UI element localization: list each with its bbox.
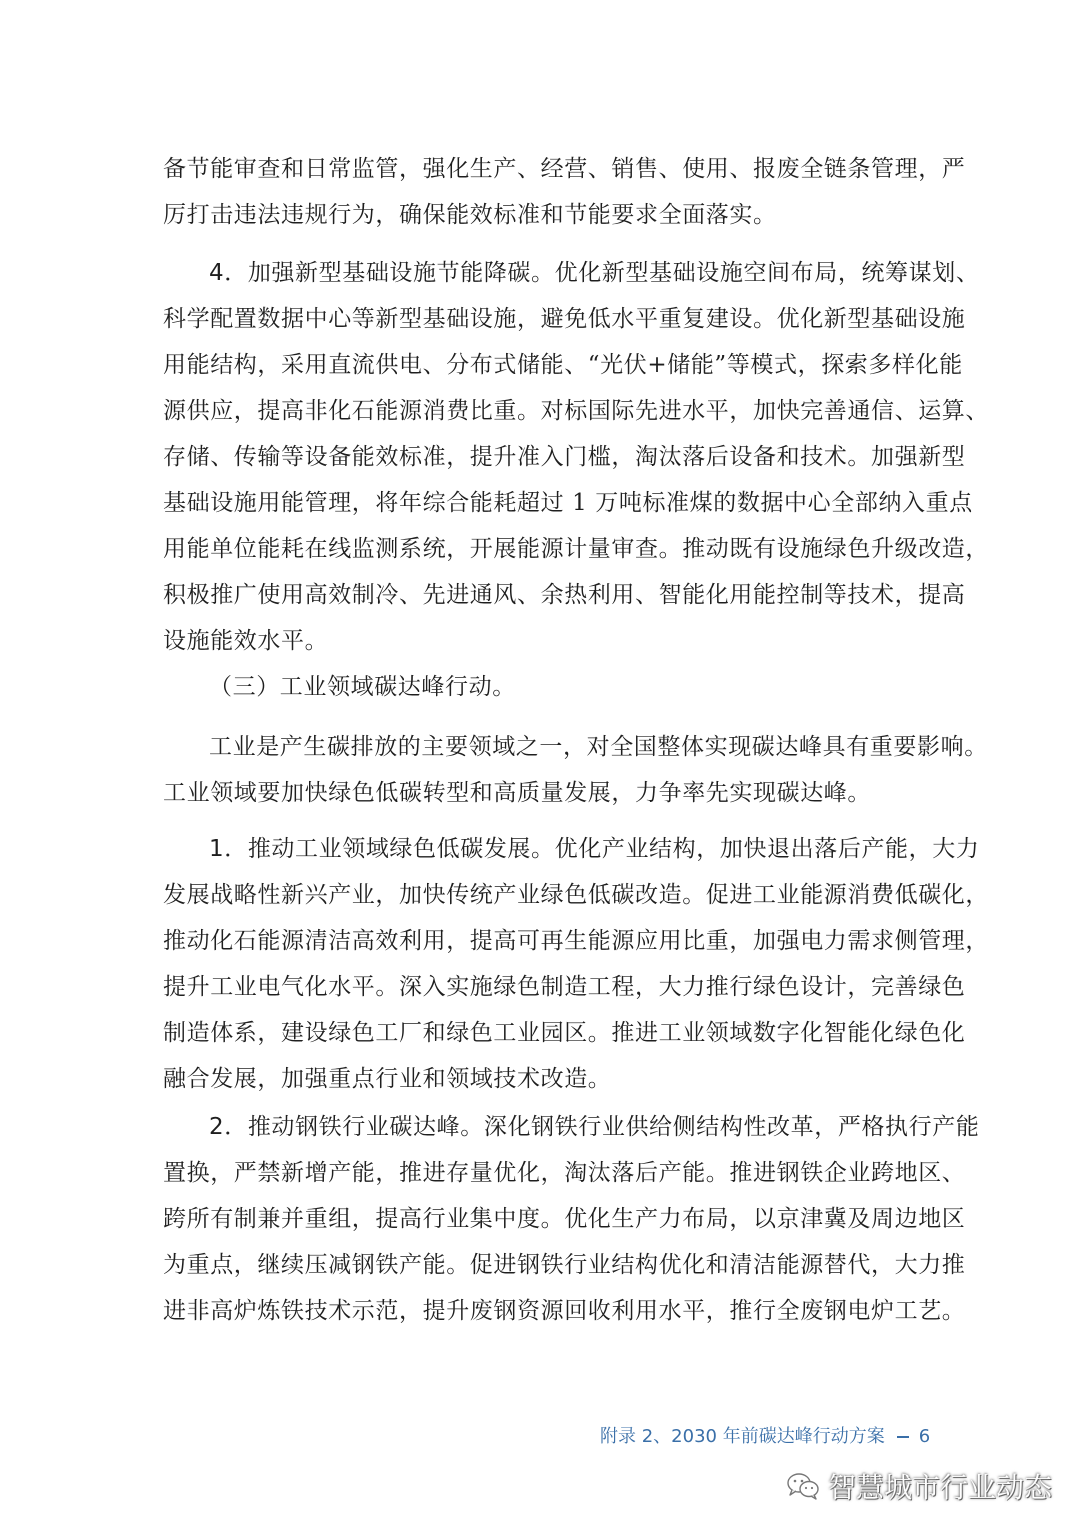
- text-line: 工业是产生碳排放的主要领域之一，对全国整体实现碳达峰具有重要影响。: [209, 734, 988, 760]
- paragraph-5: [163, 826, 989, 1102]
- text-line: 为重点，继续压减钢铁产能。促进钢铁行业结构优化和清洁能源替代，大力推: [163, 1252, 966, 1278]
- text-line: 提升工业电气化水平。深入实施绿色制造工程，大力推行绿色设计，完善绿色: [163, 974, 966, 1000]
- section-heading: 1．推动工业领域绿色低碳发展。: [209, 836, 555, 862]
- paragraph-2: [163, 250, 989, 664]
- paragraph-6: [163, 1104, 980, 1334]
- text-line: [163, 664, 923, 710]
- text-line: 积极推广使用高效制冷、先进通风、余热利用、智能化用能控制等技术，提高: [163, 582, 966, 608]
- footer-title: 附录 2、2030 年前碳达峰行动方案: [600, 1426, 885, 1447]
- text-line: 基础设施用能管理，将年综合能耗超过 1 万吨标准煤的数据中心全部纳入重点: [163, 490, 973, 516]
- text-run: 优化新型基础设施空间布局，统筹谋划、: [554, 260, 980, 286]
- text-line: 备节能审查和日常监管，强化生产、经营、销售、使用、报废全链条管理，严: [163, 156, 966, 182]
- text-run: 优化产业结构，加快退出落后产能，大力: [554, 836, 980, 862]
- wechat-icon: [786, 1471, 820, 1501]
- text-line: 科学配置数据中心等新型基础设施，避免低水平重复建设。优化新型基础设施: [163, 306, 966, 332]
- wechat-watermark: [786, 1466, 1052, 1506]
- paragraph-3: [163, 664, 923, 710]
- text-line: 用能结构，采用直流供电、分布式储能、“光伏+储能”等模式，探索多样化能: [163, 352, 963, 378]
- watermark-text: 智慧城市行业动态: [828, 1471, 1053, 1504]
- paragraph-4: [163, 724, 988, 816]
- text-line: [163, 1104, 980, 1150]
- section-heading: 2．推动钢铁行业碳达峰。: [209, 1114, 484, 1140]
- text-line: 源供应，提高非化石能源消费比重。对标国际先进水平，加快完善通信、运算、: [163, 398, 989, 424]
- text-line: 厉打击违法违规行为，确保能效标准和节能要求全面落实。: [163, 202, 777, 228]
- text-line: [163, 250, 980, 296]
- text-line: 用能单位能耗在线监测系统，开展能源计量审查。推动既有设施绿色升级改造，: [163, 536, 989, 562]
- section-heading: （三）工业领域碳达峰行动。: [209, 674, 516, 700]
- page-footer: [600, 1422, 930, 1448]
- text-line: 发展战略性新兴产业，加快传统产业绿色低碳改造。促进工业能源消费低碳化，: [163, 882, 989, 908]
- page-number: 6: [918, 1426, 931, 1447]
- text-line: 存储、传输等设备能效标准，提升准入门槛，淘汰落后设备和技术。加强新型: [163, 444, 966, 470]
- text-line: 进非高炉炼铁技术示范，提升废钢资源回收利用水平，推行全废钢电炉工艺。: [163, 1298, 966, 1324]
- text-line: 融合发展，加强重点行业和领域技术改造。: [163, 1066, 612, 1092]
- text-line: 工业领域要加快绿色低碳转型和高质量发展，力争率先实现碳达峰。: [163, 780, 871, 806]
- text-line: [163, 826, 980, 872]
- text-line: 置换，严禁新增产能，推进存量优化，淘汰落后产能。推进钢铁企业跨地区、: [163, 1160, 966, 1186]
- section-heading: 4．加强新型基础设施节能降碳。: [209, 260, 555, 286]
- text-line: 制造体系，建设绿色工厂和绿色工业园区。推进工业领域数字化智能化绿色化: [163, 1020, 966, 1046]
- text-line: 设施能效水平。: [163, 628, 329, 654]
- paragraph-1: [163, 146, 966, 238]
- text-line: 跨所有制兼并重组，提高行业集中度。优化生产力布局，以京津冀及周边地区: [163, 1206, 966, 1232]
- footer-dash: [897, 1436, 909, 1438]
- text-line: 推动化石能源清洁高效利用，提高可再生能源应用比重，加强电力需求侧管理，: [163, 928, 989, 954]
- text-run: 深化钢铁行业供给侧结构性改革，严格执行产能: [483, 1114, 980, 1140]
